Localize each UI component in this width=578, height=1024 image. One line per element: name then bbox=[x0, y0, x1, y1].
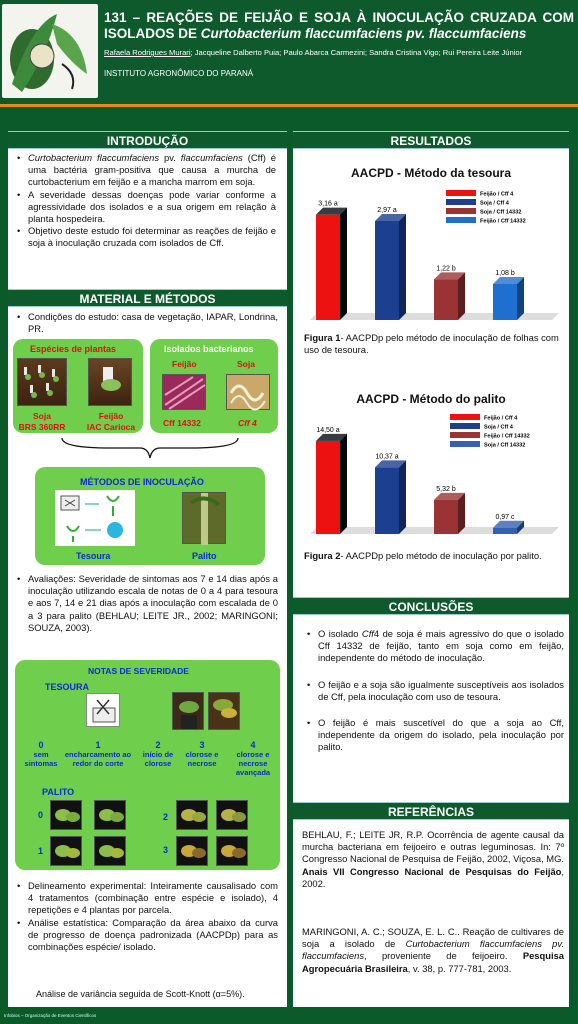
feijao-label: Feijão IAC Carioca bbox=[86, 411, 136, 432]
inoculation-title: MÉTODOS DE INOCULAÇÃO bbox=[80, 477, 204, 487]
cff14332-photo bbox=[162, 374, 206, 410]
palito-note-1: 1 bbox=[38, 846, 44, 856]
legend-entry: Feijão / Cff 14332 bbox=[484, 433, 530, 440]
header-divider bbox=[0, 104, 578, 107]
soja-photo bbox=[17, 358, 67, 406]
bar-side bbox=[517, 277, 524, 320]
legend-swatch bbox=[446, 217, 476, 223]
severity-tesoura-photo-1 bbox=[172, 692, 204, 730]
scale-item: 0 sem sintomas bbox=[24, 740, 58, 768]
severity-tesoura-label: TESOURA bbox=[45, 682, 90, 692]
severity-palito-label: PALITO bbox=[42, 787, 75, 797]
footer-credit: Infobios – Organização de Eventos Científicos bbox=[4, 1013, 97, 1018]
bar-value-label: 1,22 b bbox=[436, 265, 456, 273]
bar-value-label: 2,97 a bbox=[377, 207, 397, 214]
bar-value-label: 3,16 a bbox=[318, 200, 338, 208]
figure1-caption: Figura 1- AACPDp pelo método de inoculação de folhas com uso de tesoura. bbox=[304, 332, 559, 355]
palito-photo-0a bbox=[50, 800, 82, 830]
iso-soja-label: Soja bbox=[237, 359, 255, 369]
bar-front bbox=[434, 500, 458, 534]
palito-photo bbox=[182, 492, 226, 544]
reference-2: MARINGONI, A. C.; SOUZA, E. L. C.. Reação de cultivares de soja a isolado de Curtobacterium flaccumfaciens pv. flaccumfaciens, proveniente de feijoeiro. Pesquisa Agropecuária Brasileira, v. 38, p. 777-781, 2003. bbox=[302, 926, 564, 974]
intro-text: • Curtobacterium flaccumfaciens pv. flaccumfaciens (Cff) é uma bactéria gram-positiva que causa a murcha de curtobacterium em feijão e a mancha marrom em soja. • A severidade dessas doenças pode variar conforme a agressividade dos isolados e a sua origem em relação à planta hospedeira. • Objetivo deste estudo foi determinar as reações de feijão e soja à inoculação cruzada com isolados de Cff. bbox=[16, 152, 276, 250]
evaluations-text: • Avaliações: Severidade de sintomas aos 7 e 14 dias após a inoculação utilizando escala de notas de 0 a 4 para tesoura e aos 7, 14 e 21 dias após a inoculação com escalada de 0 a 3 para palito (BEHLAU; LEITE JR., 2002; MARINGONI; SOUZA, 2003). bbox=[16, 573, 278, 634]
left-column bbox=[8, 131, 287, 1007]
iso-feijao-label: Feijão bbox=[172, 359, 197, 369]
figure2-caption: Figura 2- AACPDp pelo método de inoculação por palito. bbox=[304, 550, 542, 561]
palito-note-2: 2 bbox=[163, 812, 169, 822]
legend-swatch bbox=[450, 441, 480, 447]
palito-photo-1a bbox=[50, 836, 82, 866]
legend-entry: Soja / Cff 14332 bbox=[484, 442, 526, 449]
tesoura-diagram bbox=[55, 490, 135, 546]
palito-photo-3b bbox=[216, 836, 248, 866]
poster-header bbox=[0, 0, 578, 104]
conclusions-heading: CONCLUSÕES bbox=[293, 597, 569, 615]
institution-logo bbox=[2, 4, 98, 98]
bar-side bbox=[340, 208, 347, 320]
results-heading: RESULTADOS bbox=[293, 131, 569, 149]
legend-swatch bbox=[446, 190, 476, 196]
isolates-title: Isolados bacterianos bbox=[164, 344, 254, 354]
institution-name: INSTITUTO AGRONÔMICO DO PARANÁ bbox=[104, 69, 254, 78]
bar-value-label: 5,32 b bbox=[436, 485, 456, 493]
bar-side bbox=[458, 272, 465, 320]
scale-item: 2 início de clorose bbox=[142, 740, 174, 768]
legend-swatch bbox=[446, 208, 476, 214]
legend-swatch bbox=[450, 432, 480, 438]
bar-value-label: 14,50 a bbox=[316, 426, 340, 434]
palito-note-3: 3 bbox=[163, 845, 169, 855]
cff4-label: Cff 4 bbox=[238, 418, 257, 428]
bar-side bbox=[340, 434, 347, 534]
bar-value-label: 10,37 a bbox=[375, 453, 399, 461]
legend-swatch bbox=[450, 414, 480, 420]
poster-title: 131 – REAÇÕES DE FEIJÃO E SOJA À INOCULAÇÃO CRUZADA COM ISOLADOS DE Curtobacterium flaccumfaciens pv. flaccumfaciens bbox=[104, 10, 574, 41]
cff4-photo bbox=[226, 374, 270, 410]
references-heading: REFERÊNCIAS bbox=[293, 802, 569, 820]
bar-side bbox=[399, 214, 406, 320]
legend-entry: Feijão / Cff 4 bbox=[480, 191, 514, 198]
species-title: Espécies de plantas bbox=[30, 344, 117, 354]
tesoura-label: Tesoura bbox=[76, 551, 111, 561]
legend-entry: Soja / Cff 4 bbox=[484, 424, 513, 431]
legend-swatch bbox=[446, 199, 476, 205]
palito-note-0: 0 bbox=[38, 810, 44, 820]
scale-item: 1 encharcamento ao redor do corte bbox=[64, 740, 132, 768]
legend-entry: Soja / Cff 14332 bbox=[480, 209, 522, 216]
bar-front bbox=[375, 467, 399, 534]
palito-photo-2a bbox=[176, 800, 208, 830]
design-text: • Delineamento experimental: Inteiramente causalisado com 4 tratamentos (combinação entre espécie e isolado), 4 repetições e 4 plantas por parcela. • Análise estatística: Comparação da área abaixo da curva de progresso de doença padronizada (AACPDp) para as combinações espécie/ isolado. bbox=[16, 880, 278, 953]
reference-1: BEHLAU, F.; LEITE JR, R.P. Ocorrência de agente causal da murcha bacteriana em feijoeiro e outras leguminosas. In: 7º Congresso Nacional de Pesquisa de Feijão, 2002, Viçosa, MG. Anais VII Congresso Nacional de Pesquisas do Feijão, 2002. bbox=[302, 829, 564, 889]
feijao-photo bbox=[88, 358, 132, 406]
bar-front bbox=[434, 279, 458, 320]
methods-heading: MATERIAL E MÉTODOS bbox=[8, 289, 287, 307]
legend-entry: Soja / Cff 4 bbox=[480, 200, 509, 207]
severity-tesoura-photo-2 bbox=[208, 692, 240, 730]
bar-side bbox=[458, 493, 465, 534]
palito-photo-2b bbox=[216, 800, 248, 830]
legend-swatch bbox=[450, 423, 480, 429]
palito-photo-0b bbox=[94, 800, 126, 830]
scale-item: 4 clorose e necrose avançada bbox=[235, 740, 271, 777]
legend-entry: Feijão / Cff 4 bbox=[484, 415, 518, 422]
bar-front bbox=[493, 284, 517, 320]
anova-text: Análise de variância seguida de Scott-Knott (α=5%). bbox=[36, 989, 245, 999]
bar-front bbox=[375, 221, 399, 320]
authors: Rafaela Rodrigues Murari; Jacqueline Dalberto Puia; Paulo Abarca Carmezini; Sandra Cristina Vigo; Rui Pereira Leite Júnior bbox=[104, 48, 523, 57]
intro-heading: INTRODUÇÃO bbox=[8, 131, 287, 149]
palito-label: Palito bbox=[192, 551, 217, 561]
chart-palito-title: AACPD - Método do palito bbox=[356, 392, 506, 406]
severity-title: NOTAS DE SEVERIDADE bbox=[88, 666, 189, 676]
bar-value-label: 0,97 c bbox=[495, 513, 515, 521]
soja-label: Soja BRS 360RR bbox=[18, 411, 66, 432]
bar-front bbox=[316, 215, 340, 320]
bracket-connector bbox=[60, 436, 240, 462]
severity-tesoura-icon bbox=[86, 693, 120, 727]
cff14332-label: Cff 14332 bbox=[163, 418, 201, 428]
legend-entry: Feijão / Cff 14332 bbox=[480, 218, 526, 225]
conclusions-text: • O isolado Cff4 de soja é mais agressivo do que o isolado Cff 14332 de feijão, tanto em soja como em feijão, independente do método de inoculação. • O feijão e a soja são igualmente susceptíveis aos isolados de Cff, pela inoculação com uso de tesoura. • O feijão é mais suscetível do que a soja ao Cff, independente da origem do isolado, pela inoculação por palito. bbox=[306, 628, 564, 754]
palito-photo-1b bbox=[94, 836, 126, 866]
bar-front bbox=[316, 441, 340, 534]
chart-tesoura-title: AACPD - Método da tesoura bbox=[350, 166, 511, 180]
bar-front bbox=[493, 528, 517, 534]
methods-conditions: • Condições do estudo: casa de vegetação, IAPAR, Londrina, PR. bbox=[16, 311, 278, 335]
scale-item: 3 clorose e necrose bbox=[185, 740, 219, 768]
severity-scale bbox=[16, 740, 280, 790]
palito-photo-3a bbox=[176, 836, 208, 866]
chart-tesoura bbox=[300, 160, 562, 330]
chart-palito bbox=[300, 388, 562, 544]
bar-side bbox=[399, 460, 406, 534]
bar-value-label: 1,08 b bbox=[495, 270, 515, 277]
